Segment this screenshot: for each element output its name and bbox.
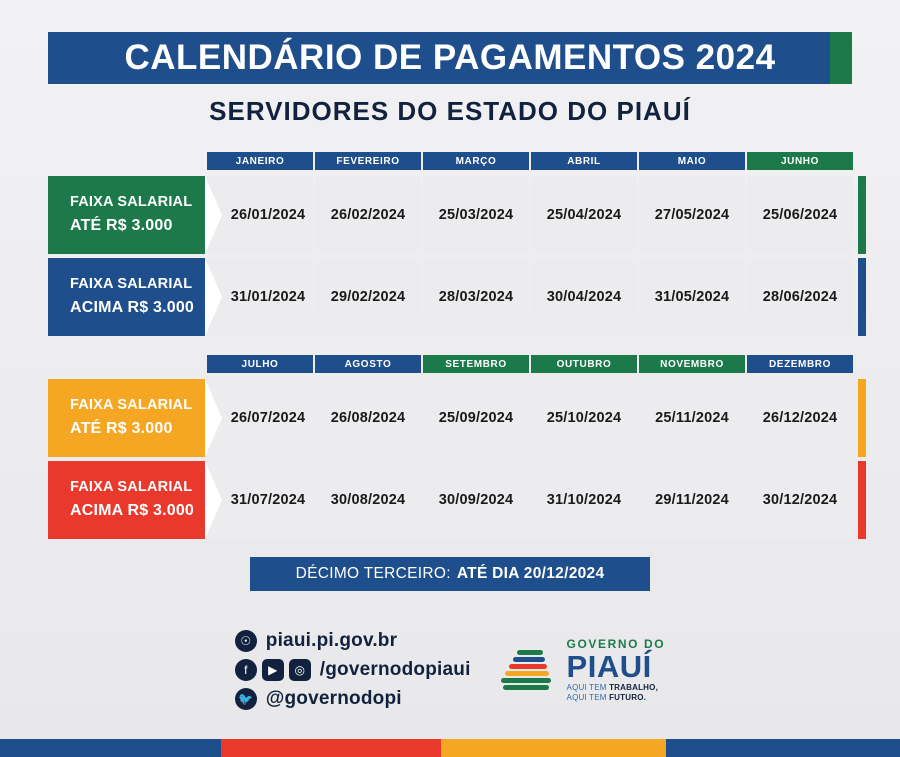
row-edge-accent [858,176,866,254]
table-row [48,461,858,539]
bottom-bar-segment-blue [0,739,221,757]
row-label-line2: ATÉ R$ 3.000 [70,216,173,234]
table-row [48,176,858,254]
month-header-abril: ABRIL [531,152,637,170]
footer [0,630,900,710]
logo-slogan1 [567,684,666,692]
payment-date: 26/01/2024 [207,176,313,254]
logo-slogan2-bold: FUTURO. [609,693,647,702]
twitter-handle-text: @governodopi [265,688,402,709]
payment-date: 25/06/2024 [747,176,853,254]
payment-date: 31/10/2024 [531,461,637,539]
table-row [48,379,858,457]
social-handle-text: /governodopiaui [319,659,471,680]
payment-date: 25/09/2024 [423,379,529,457]
row-label-line2: ACIMA R$ 3.000 [70,298,195,316]
thirteenth-salary-banner [250,557,650,591]
government-logo [497,638,666,702]
month-header-outubro: OUTUBRO [531,355,637,373]
payment-date: 30/09/2024 [423,461,529,539]
title-banner [48,32,852,84]
semester-2-month-header [48,355,858,373]
page-title: CALENDÁRIO DE PAGAMENTOS 2024 [124,38,776,77]
payment-date: 31/05/2024 [639,258,745,336]
payment-date: 29/02/2024 [315,258,421,336]
month-header-spacer [48,355,205,373]
logo-slogan2 [567,694,666,702]
month-header-julho: JULHO [207,355,313,373]
row-label-line1: FAIXA SALARIAL [70,194,193,211]
bottom-bar-segment-red [221,739,442,757]
payment-date: 25/04/2024 [531,176,637,254]
payment-date: 26/07/2024 [207,379,313,457]
month-header-marco: MARÇO [423,152,529,170]
semester-2-table [48,355,858,543]
payment-date: 26/08/2024 [315,379,421,457]
thirteenth-salary-date: ATÉ DIA 20/12/2024 [456,565,605,582]
payment-date: 30/08/2024 [315,461,421,539]
month-header-dezembro: DEZEMBRO [747,355,853,373]
bottom-color-bar [0,739,900,757]
page-subtitle: SERVIDORES DO ESTADO DO PIAUÍ [209,96,691,126]
row-label-line1: FAIXA SALARIAL [70,276,193,293]
logo-line1: GOVERNO DO [566,637,666,651]
contact-block [235,630,471,710]
month-header-junho: JUNHO [747,152,853,170]
semester-1-table [48,152,858,340]
twitter-line[interactable] [235,688,471,710]
youtube-icon[interactable]: ▶ [262,659,284,681]
website-text: piaui.pi.gov.br [265,630,398,651]
row-edge-accent [858,379,866,457]
social-icon-group [235,659,311,681]
month-header-maio: MAIO [639,152,745,170]
payment-date: 30/12/2024 [747,461,853,539]
logo-slogan1-prefix: AQUI TEM [566,683,610,692]
piaui-logo-icon [497,640,557,700]
payment-date: 30/04/2024 [531,258,637,336]
payment-date: 25/11/2024 [639,379,745,457]
month-header-novembro: NOVEMBRO [639,355,745,373]
semester-1-month-header [48,152,858,170]
social-line[interactable] [235,659,471,681]
row-label-ate-3000-s2 [48,379,205,457]
payment-date: 31/01/2024 [207,258,313,336]
payment-date: 31/07/2024 [207,461,313,539]
payment-date: 26/02/2024 [315,176,421,254]
row-label-acima-3000-s2 [48,461,205,539]
payment-date: 27/05/2024 [639,176,745,254]
month-header-spacer [48,152,205,170]
row-label-line2: ACIMA R$ 3.000 [70,501,195,519]
payment-date: 26/12/2024 [747,379,853,457]
thirteenth-salary-label: DÉCIMO TERCEIRO: [295,565,451,582]
row-label-line1: FAIXA SALARIAL [70,397,193,414]
payment-date: 25/10/2024 [531,379,637,457]
twitter-icon[interactable]: 🐦 [235,688,257,710]
table-row [48,258,858,336]
month-header-fevereiro: FEVEREIRO [315,152,421,170]
row-label-line1: FAIXA SALARIAL [70,479,193,496]
month-header-setembro: SETEMBRO [423,355,529,373]
logo-line2: PIAUÍ [566,649,652,684]
payment-date: 29/11/2024 [639,461,745,539]
globe-icon: ☉ [235,630,257,652]
website-line[interactable] [235,630,471,652]
logo-slogan2-prefix: AQUI TEM [566,693,610,702]
logo-slogan1-bold: TRABALHO, [609,683,658,692]
payment-date: 25/03/2024 [423,176,529,254]
payment-date: 28/03/2024 [423,258,529,336]
row-label-ate-3000-s1 [48,176,205,254]
month-header-janeiro: JANEIRO [207,152,313,170]
row-edge-accent [858,461,866,539]
instagram-icon[interactable]: ◎ [289,659,311,681]
row-label-acima-3000-s1 [48,258,205,336]
bottom-bar-segment-navy [666,739,900,757]
month-header-agosto: AGOSTO [315,355,421,373]
bottom-bar-segment-yellow [441,739,666,757]
payment-date: 28/06/2024 [747,258,853,336]
logo-text-block [567,638,666,702]
facebook-icon[interactable]: f [235,659,257,681]
row-label-line2: ATÉ R$ 3.000 [70,419,173,437]
row-edge-accent [858,258,866,336]
